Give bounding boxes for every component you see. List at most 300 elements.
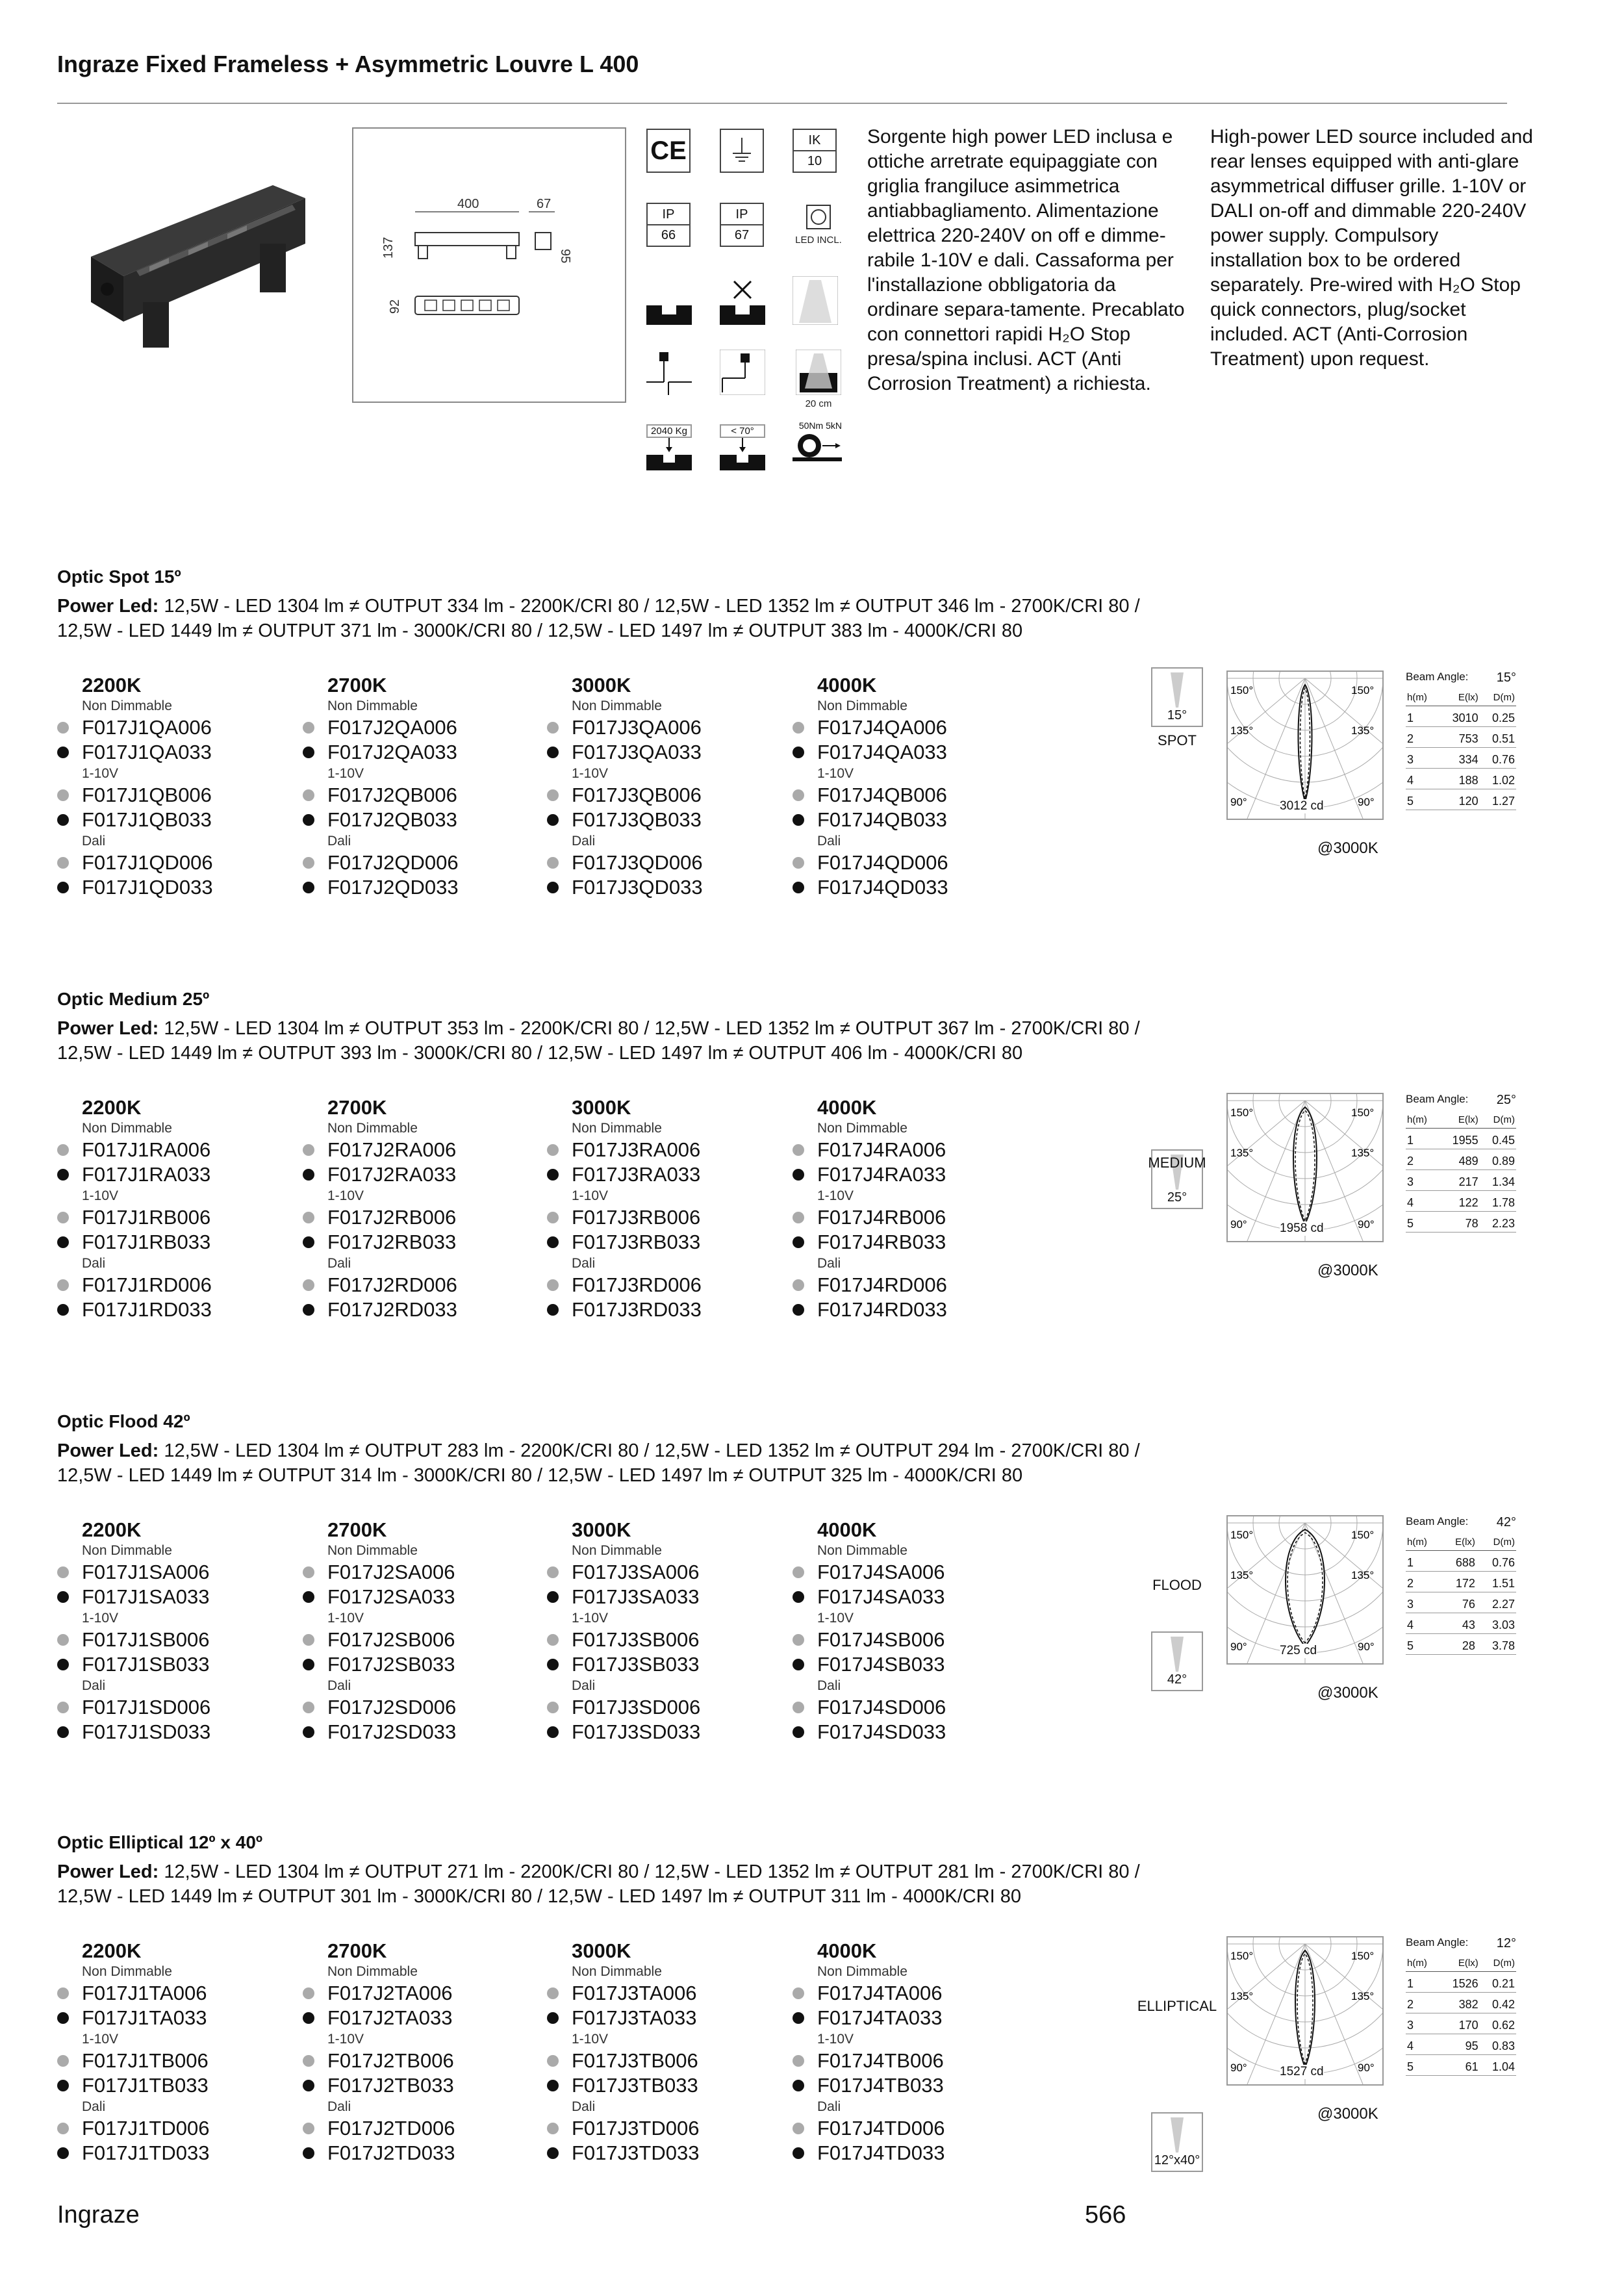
finish-black-icon bbox=[303, 2080, 314, 2091]
product-code: F017J2RD006 bbox=[303, 1273, 537, 1297]
svg-text:135°: 135° bbox=[1230, 724, 1254, 737]
finish-black-icon bbox=[793, 1726, 804, 1738]
svg-text:90°: 90° bbox=[1230, 796, 1247, 808]
finish-grey-icon bbox=[793, 2055, 804, 2067]
optic-type-label: MEDIUM bbox=[1148, 1155, 1206, 1171]
table-row: 2 172 1.51 bbox=[1406, 1572, 1516, 1592]
finish-black-icon bbox=[547, 1726, 559, 1738]
section-title: Optic Medium 25º bbox=[57, 989, 210, 1009]
svg-text:150°: 150° bbox=[1230, 1106, 1254, 1119]
svg-text:135°: 135° bbox=[1351, 724, 1375, 737]
product-code: F017J1QD033 bbox=[57, 875, 291, 900]
code-column bbox=[547, 1518, 781, 1744]
table-row: 4 43 3.03 bbox=[1406, 1613, 1516, 1634]
optic-type-label: FLOOD bbox=[1152, 1577, 1202, 1593]
svg-text:90°: 90° bbox=[1230, 1218, 1247, 1231]
product-code: F017J2TA006 bbox=[303, 1981, 537, 2006]
finish-grey-icon bbox=[547, 1212, 559, 1223]
driver-label: Non Dimmable bbox=[82, 1121, 172, 1136]
finish-black-icon bbox=[793, 1304, 804, 1316]
finish-black-icon bbox=[793, 2012, 804, 2024]
finish-black-icon bbox=[793, 814, 804, 826]
color-temp-note: @3000K bbox=[1317, 1262, 1378, 1279]
driver-label: Non Dimmable bbox=[82, 1964, 172, 1979]
polar-diagram bbox=[1226, 1515, 1384, 1665]
product-code: F017J4TD033 bbox=[793, 2141, 1026, 2165]
driver-label: Dali bbox=[817, 2099, 841, 2114]
finish-black-icon bbox=[303, 1591, 314, 1603]
color-temp-heading: 3000K bbox=[572, 1939, 631, 1962]
finish-black-icon bbox=[547, 1304, 559, 1316]
product-code: F017J2RB033 bbox=[303, 1230, 537, 1255]
finish-grey-icon bbox=[57, 1144, 69, 1156]
svg-text:150°: 150° bbox=[1351, 1950, 1375, 1962]
color-temp-note: @3000K bbox=[1317, 839, 1378, 857]
product-code: F017J4SD006 bbox=[793, 1695, 1026, 1720]
finish-black-icon bbox=[303, 1169, 314, 1181]
finish-grey-icon bbox=[793, 1212, 804, 1223]
candela-value: 1527 cd bbox=[1280, 2065, 1324, 2078]
color-temp-heading: 2700K bbox=[327, 1939, 387, 1962]
finish-black-icon bbox=[57, 1591, 69, 1603]
finish-black-icon bbox=[57, 2012, 69, 2024]
finish-grey-icon bbox=[303, 1634, 314, 1646]
color-temp-heading: 2200K bbox=[82, 1939, 142, 1962]
power-line-1: 12,5W - LED 1304 lm ≠ OUTPUT 283 lm - 2200K/CRI 80 / 12,5W - LED 1352 lm ≠ OUTPUT 294 lm - 2700K/CRI 80 / bbox=[164, 1440, 1140, 1461]
product-code: F017J3RB033 bbox=[547, 1230, 781, 1255]
finish-black-icon bbox=[547, 814, 559, 826]
finish-black-icon bbox=[57, 2147, 69, 2159]
power-spec bbox=[57, 1438, 1330, 1488]
color-temp-heading: 4000K bbox=[817, 674, 877, 696]
code-column bbox=[57, 1096, 291, 1322]
technical-drawing bbox=[352, 127, 626, 403]
section-title: Optic Flood 42º bbox=[57, 1411, 190, 1431]
product-code: F017J3QA033 bbox=[547, 740, 781, 765]
finish-grey-icon bbox=[793, 1987, 804, 1999]
optic-beam-icon: 12°x40° bbox=[1151, 2112, 1203, 2172]
product-code: F017J2QA006 bbox=[303, 715, 537, 740]
power-line-1: 12,5W - LED 1304 lm ≠ OUTPUT 353 lm - 2200K/CRI 80 / 12,5W - LED 1352 lm ≠ OUTPUT 367 lm - 2700K/CRI 80 / bbox=[164, 1018, 1140, 1039]
optic-beam-icon: 15° bbox=[1151, 667, 1203, 727]
finish-grey-icon bbox=[303, 789, 314, 801]
color-temp-heading: 2700K bbox=[327, 1096, 387, 1119]
product-code: F017J1RB006 bbox=[57, 1205, 291, 1230]
product-code: F017J1QB033 bbox=[57, 808, 291, 832]
table-row: 1 3010 0.25 bbox=[1406, 706, 1516, 727]
code-column bbox=[793, 1096, 1026, 1322]
product-code: F017J4QB033 bbox=[793, 808, 1026, 832]
finish-grey-icon bbox=[57, 1279, 69, 1291]
color-temp-heading: 4000K bbox=[817, 1096, 877, 1119]
color-temp-heading: 2200K bbox=[82, 674, 142, 696]
product-code: F017J2TD033 bbox=[303, 2141, 537, 2165]
ce-mark-icon: CE bbox=[646, 129, 691, 173]
description-english: High-power LED source included and rear lenses equipped with anti-glare asymmetrical diffuser grille. 1-10V or DALI on-off and dimmable 220-240V power supply. Compulsory installation box to be ordered separately. Pre-wired with H₂O Stop quick connectors, plug/socket included. ACT (Anti-Corrosion Treatment) upon request. bbox=[1210, 126, 1533, 370]
table-row: 3 76 2.27 bbox=[1406, 1592, 1516, 1613]
driver-label: 1-10V bbox=[82, 766, 119, 781]
product-code: F017J3QA006 bbox=[547, 715, 781, 740]
beam-data-table: Beam Angle: 15° h(m) E(lx) D(m) 1 3010 0.25 2 753 0.51 3 334 0.76 4 188 1.02 5 120 1.27 bbox=[1406, 671, 1516, 810]
product-code: F017J2QD033 bbox=[303, 875, 537, 900]
finish-black-icon bbox=[547, 882, 559, 893]
page-number: 566 bbox=[1085, 2201, 1126, 2229]
product-code: F017J3SD006 bbox=[547, 1695, 781, 1720]
product-code: F017J3RD006 bbox=[547, 1273, 781, 1297]
driver-label: 1-10V bbox=[817, 2032, 854, 2047]
product-code: F017J2SA006 bbox=[303, 1560, 537, 1585]
finish-grey-icon bbox=[303, 857, 314, 869]
finish-black-icon bbox=[57, 2080, 69, 2091]
product-code: F017J3RD033 bbox=[547, 1297, 781, 1322]
color-temp-heading: 3000K bbox=[572, 1096, 631, 1119]
finish-black-icon bbox=[303, 1304, 314, 1316]
driver-label: Dali bbox=[327, 1256, 351, 1271]
table-row: 1 1955 0.45 bbox=[1406, 1129, 1516, 1149]
power-spec bbox=[57, 1859, 1330, 1909]
driver-label: Dali bbox=[327, 2099, 351, 2114]
code-column bbox=[547, 1939, 781, 2165]
svg-text:150°: 150° bbox=[1351, 684, 1375, 696]
power-line-2: 12,5W - LED 1449 lm ≠ OUTPUT 301 lm - 3000K/CRI 80 / 12,5W - LED 1497 lm ≠ OUTPUT 311 lm - 4000K/CRI 80 bbox=[57, 1886, 1021, 1907]
product-image bbox=[78, 159, 318, 367]
finish-grey-icon bbox=[303, 1566, 314, 1578]
finish-grey-icon bbox=[793, 1566, 804, 1578]
svg-text:90°: 90° bbox=[1230, 1641, 1247, 1653]
driver-label: Dali bbox=[82, 2099, 106, 2114]
product-code: F017J4SA033 bbox=[793, 1585, 1026, 1609]
product-code: F017J2QB006 bbox=[303, 783, 537, 808]
driver-label: 1-10V bbox=[327, 1611, 364, 1626]
power-line-2: 12,5W - LED 1449 lm ≠ OUTPUT 371 lm - 3000K/CRI 80 / 12,5W - LED 1497 lm ≠ OUTPUT 383 lm - 4000K/CRI 80 bbox=[57, 620, 1023, 641]
code-column bbox=[793, 1518, 1026, 1744]
polar-diagram bbox=[1226, 671, 1384, 820]
description-italian: Sorgente high power LED inclusa e ottiche arretrate equipaggiate con griglia frangiluce asimmetrica antiabbagliamento. Alimentazione elettrica 220-240V on off e dimme-rabile 1-10V e dali. Cassaforma per l'installazione obbligatoria da ordinare separa-tamente. Precablato con connettori rapidi H₂O Stop presa/spina inclusi. ACT (Anti Corrosion Treatment) a richiesta. bbox=[867, 126, 1185, 394]
product-code: F017J1SB006 bbox=[57, 1628, 291, 1652]
product-code: F017J1TA033 bbox=[57, 2006, 291, 2030]
driver-label: Dali bbox=[82, 834, 106, 849]
finish-black-icon bbox=[547, 2147, 559, 2159]
product-code: F017J2RD033 bbox=[303, 1297, 537, 1322]
color-temp-heading: 2200K bbox=[82, 1518, 142, 1541]
polar-diagram bbox=[1226, 1936, 1384, 2086]
finish-grey-icon bbox=[303, 2055, 314, 2067]
product-code: F017J1TB033 bbox=[57, 2073, 291, 2098]
code-column bbox=[793, 674, 1026, 900]
ip66-rating-icon: IP 66 bbox=[646, 203, 691, 247]
table-row: 2 382 0.42 bbox=[1406, 1993, 1516, 2013]
product-code: F017J4TB006 bbox=[793, 2049, 1026, 2073]
finish-grey-icon bbox=[57, 1634, 69, 1646]
product-code: F017J4RA033 bbox=[793, 1162, 1026, 1187]
finish-grey-icon bbox=[547, 722, 559, 734]
finish-black-icon bbox=[57, 1169, 69, 1181]
product-code: F017J2RB006 bbox=[303, 1205, 537, 1230]
finish-grey-icon bbox=[303, 1144, 314, 1156]
product-code: F017J1RB033 bbox=[57, 1230, 291, 1255]
product-code: F017J2QB033 bbox=[303, 808, 537, 832]
finish-grey-icon bbox=[57, 722, 69, 734]
finish-black-icon bbox=[793, 2080, 804, 2091]
svg-text:150°: 150° bbox=[1230, 684, 1254, 696]
product-code: F017J4TA006 bbox=[793, 1981, 1026, 2006]
product-code: F017J1RD033 bbox=[57, 1297, 291, 1322]
product-code: F017J3QD006 bbox=[547, 850, 781, 875]
finish-black-icon bbox=[303, 1726, 314, 1738]
product-code: F017J3SA006 bbox=[547, 1560, 781, 1585]
surface-mount-icon bbox=[646, 276, 692, 328]
candela-value: 3012 cd bbox=[1280, 799, 1324, 813]
table-row: 2 753 0.51 bbox=[1406, 727, 1516, 748]
power-label: Power Led: bbox=[57, 596, 159, 617]
finish-grey-icon bbox=[793, 1634, 804, 1646]
color-temp-heading: 2700K bbox=[327, 674, 387, 696]
finish-grey-icon bbox=[793, 722, 804, 734]
table-row: 5 120 1.27 bbox=[1406, 789, 1516, 810]
finish-grey-icon bbox=[793, 1144, 804, 1156]
product-code: F017J1RD006 bbox=[57, 1273, 291, 1297]
finish-black-icon bbox=[547, 1659, 559, 1670]
table-row: 4 95 0.83 bbox=[1406, 2034, 1516, 2055]
product-code: F017J2QA033 bbox=[303, 740, 537, 765]
code-column bbox=[303, 1939, 537, 2165]
finish-black-icon bbox=[57, 1659, 69, 1670]
driver-label: Dali bbox=[817, 1678, 841, 1693]
product-code: F017J2SB033 bbox=[303, 1652, 537, 1677]
finish-black-icon bbox=[793, 882, 804, 893]
driver-label: 1-10V bbox=[327, 1188, 364, 1203]
driver-label: 1-10V bbox=[82, 2032, 119, 2047]
driver-label: 1-10V bbox=[82, 1188, 119, 1203]
svg-text:90°: 90° bbox=[1230, 2062, 1247, 2074]
product-code: F017J2RA033 bbox=[303, 1162, 537, 1187]
driver-label: 1-10V bbox=[572, 766, 609, 781]
finish-grey-icon bbox=[547, 1702, 559, 1713]
optic-beam-icon: 25° bbox=[1151, 1149, 1203, 1209]
product-code: F017J1QD006 bbox=[57, 850, 291, 875]
title-divider bbox=[57, 103, 1507, 104]
driver-label: 1-10V bbox=[327, 766, 364, 781]
code-column bbox=[57, 1518, 291, 1744]
product-code: F017J3RA006 bbox=[547, 1138, 781, 1162]
finish-grey-icon bbox=[57, 2055, 69, 2067]
finish-black-icon bbox=[547, 1591, 559, 1603]
driver-label: Non Dimmable bbox=[572, 1121, 662, 1136]
driver-label: Dali bbox=[817, 834, 841, 849]
product-code: F017J4TB033 bbox=[793, 2073, 1026, 2098]
finish-grey-icon bbox=[793, 2123, 804, 2134]
table-row: 3 217 1.34 bbox=[1406, 1170, 1516, 1191]
color-temp-heading: 2200K bbox=[82, 1096, 142, 1119]
table-row: 4 188 1.02 bbox=[1406, 769, 1516, 789]
driver-label: Dali bbox=[82, 1678, 106, 1693]
table-row: 3 334 0.76 bbox=[1406, 748, 1516, 769]
finish-grey-icon bbox=[547, 1987, 559, 1999]
finish-grey-icon bbox=[547, 2123, 559, 2134]
driver-label: Non Dimmable bbox=[817, 1121, 907, 1136]
product-code: F017J2RA006 bbox=[303, 1138, 537, 1162]
driver-label: Non Dimmable bbox=[327, 698, 418, 713]
code-column bbox=[547, 1096, 781, 1322]
dim-height-2: 95 bbox=[558, 249, 572, 264]
finish-grey-icon bbox=[57, 1987, 69, 1999]
finish-black-icon bbox=[793, 1169, 804, 1181]
code-column bbox=[303, 1096, 537, 1322]
driver-label: 1-10V bbox=[817, 766, 854, 781]
finish-black-icon bbox=[303, 814, 314, 826]
power-spec bbox=[57, 1016, 1330, 1066]
svg-text:90°: 90° bbox=[1358, 1641, 1375, 1653]
finish-grey-icon bbox=[57, 2123, 69, 2134]
finish-grey-icon bbox=[547, 1279, 559, 1291]
product-code: F017J1SA033 bbox=[57, 1585, 291, 1609]
driver-label: Dali bbox=[572, 1678, 596, 1693]
product-code: F017J4SA006 bbox=[793, 1560, 1026, 1585]
driver-label: Non Dimmable bbox=[572, 1964, 662, 1979]
svg-text:135°: 135° bbox=[1230, 1569, 1254, 1581]
table-row: 1 688 0.76 bbox=[1406, 1551, 1516, 1572]
product-code: F017J1QB006 bbox=[57, 783, 291, 808]
svg-text:90°: 90° bbox=[1358, 1218, 1375, 1231]
finish-black-icon bbox=[793, 1591, 804, 1603]
finish-black-icon bbox=[57, 1726, 69, 1738]
finish-grey-icon bbox=[547, 1566, 559, 1578]
product-code: F017J3QB033 bbox=[547, 808, 781, 832]
finish-grey-icon bbox=[57, 789, 69, 801]
table-row: 5 78 2.23 bbox=[1406, 1212, 1516, 1233]
product-code: F017J4TA033 bbox=[793, 2006, 1026, 2030]
finish-grey-icon bbox=[793, 789, 804, 801]
svg-text:90°: 90° bbox=[1358, 796, 1375, 808]
product-code: F017J1QA006 bbox=[57, 715, 291, 740]
driver-label: Dali bbox=[572, 1256, 596, 1271]
driver-label: Dali bbox=[82, 1256, 106, 1271]
product-code: F017J2TD006 bbox=[303, 2116, 537, 2141]
code-column bbox=[303, 674, 537, 900]
walkover-icon bbox=[646, 350, 692, 398]
driver-label: Dali bbox=[572, 834, 596, 849]
finish-black-icon bbox=[547, 2012, 559, 2024]
driver-label: Dali bbox=[817, 1256, 841, 1271]
dim-length: 400 bbox=[457, 197, 479, 211]
product-code: F017J4QB006 bbox=[793, 783, 1026, 808]
product-code: F017J4RB006 bbox=[793, 1205, 1026, 1230]
finish-grey-icon bbox=[303, 1987, 314, 1999]
finish-black-icon bbox=[57, 882, 69, 893]
product-code: F017J4SB006 bbox=[793, 1628, 1026, 1652]
dim-height-3: 92 bbox=[388, 299, 402, 314]
finish-black-icon bbox=[793, 747, 804, 758]
product-code: F017J3SD033 bbox=[547, 1720, 781, 1744]
driver-label: Non Dimmable bbox=[327, 1964, 418, 1979]
page-title: Ingraze Fixed Frameless + Asymmetric Louvre L 400 bbox=[57, 51, 639, 77]
product-code: F017J3QB006 bbox=[547, 783, 781, 808]
product-code: F017J3TB033 bbox=[547, 2073, 781, 2098]
finish-grey-icon bbox=[303, 1212, 314, 1223]
product-code: F017J2TB006 bbox=[303, 2049, 537, 2073]
finish-black-icon bbox=[57, 747, 69, 758]
product-code: F017J4QA006 bbox=[793, 715, 1026, 740]
product-code: F017J4SB033 bbox=[793, 1652, 1026, 1677]
finish-grey-icon bbox=[57, 1212, 69, 1223]
finish-grey-icon bbox=[303, 1279, 314, 1291]
svg-text:150°: 150° bbox=[1230, 1529, 1254, 1541]
finish-grey-icon bbox=[547, 1634, 559, 1646]
color-temp-heading: 4000K bbox=[817, 1518, 877, 1541]
product-code: F017J4SD033 bbox=[793, 1720, 1026, 1744]
light-beam-icon bbox=[793, 276, 838, 328]
svg-text:90°: 90° bbox=[1358, 2062, 1375, 2074]
driver-label: Dali bbox=[327, 834, 351, 849]
code-column bbox=[57, 1939, 291, 2165]
power-label: Power Led: bbox=[57, 1440, 159, 1461]
product-code: F017J3SB033 bbox=[547, 1652, 781, 1677]
color-temp-heading: 3000K bbox=[572, 674, 631, 696]
finish-grey-icon bbox=[793, 1279, 804, 1291]
optic-beam-icon: 42° bbox=[1151, 1631, 1203, 1691]
optic-type-label: ELLIPTICAL bbox=[1137, 1998, 1217, 2014]
power-spec bbox=[57, 594, 1330, 643]
finish-grey-icon bbox=[793, 1702, 804, 1713]
ik-rating-icon: IK 10 bbox=[793, 129, 837, 173]
driver-label: 1-10V bbox=[572, 1611, 609, 1626]
finish-grey-icon bbox=[547, 857, 559, 869]
product-code: F017J2SA033 bbox=[303, 1585, 537, 1609]
finish-black-icon bbox=[793, 1236, 804, 1248]
product-code: F017J4RB033 bbox=[793, 1230, 1026, 1255]
power-line-1: 12,5W - LED 1304 lm ≠ OUTPUT 334 lm - 2200K/CRI 80 / 12,5W - LED 1352 lm ≠ OUTPUT 346 lm - 2700K/CRI 80 / bbox=[164, 596, 1140, 617]
color-temp-note: @3000K bbox=[1317, 1684, 1378, 1702]
finish-grey-icon bbox=[303, 2123, 314, 2134]
ground-class-icon bbox=[720, 129, 764, 173]
finish-grey-icon bbox=[57, 1566, 69, 1578]
product-code: F017J3TD033 bbox=[547, 2141, 781, 2165]
finish-black-icon bbox=[57, 814, 69, 826]
finish-black-icon bbox=[303, 1659, 314, 1670]
surface-temp-icon: < 70° bbox=[720, 424, 765, 474]
product-code: F017J3QD033 bbox=[547, 875, 781, 900]
product-code: F017J2SD033 bbox=[303, 1720, 537, 1744]
product-code: F017J3TA033 bbox=[547, 2006, 781, 2030]
driver-label: 1-10V bbox=[82, 1611, 119, 1626]
code-column bbox=[57, 674, 291, 900]
product-code: F017J1TD033 bbox=[57, 2141, 291, 2165]
svg-text:135°: 135° bbox=[1230, 1990, 1254, 2002]
table-row: 5 28 3.78 bbox=[1406, 1634, 1516, 1655]
driver-label: Non Dimmable bbox=[817, 1964, 907, 1979]
svg-text:135°: 135° bbox=[1351, 1147, 1375, 1159]
dim-depth: 67 bbox=[537, 197, 552, 211]
finish-black-icon bbox=[57, 1304, 69, 1316]
no-insulation-cover-icon bbox=[720, 276, 765, 328]
code-column bbox=[303, 1518, 537, 1744]
dim-height-1: 137 bbox=[381, 236, 396, 259]
driver-label: Non Dimmable bbox=[327, 1121, 418, 1136]
power-label: Power Led: bbox=[57, 1018, 159, 1039]
driver-label: 1-10V bbox=[572, 2032, 609, 2047]
driver-label: 1-10V bbox=[817, 1188, 854, 1203]
ip67-rating-icon: IP 67 bbox=[720, 203, 764, 247]
optic-type-label: SPOT bbox=[1158, 732, 1197, 748]
color-temp-heading: 2700K bbox=[327, 1518, 387, 1541]
product-code: F017J4RA006 bbox=[793, 1138, 1026, 1162]
section-title: Optic Spot 15º bbox=[57, 567, 181, 587]
product-code: F017J3TA006 bbox=[547, 1981, 781, 2006]
color-temp-note: @3000K bbox=[1317, 2105, 1378, 2123]
product-code: F017J4QD033 bbox=[793, 875, 1026, 900]
product-code: F017J3TB006 bbox=[547, 2049, 781, 2073]
finish-black-icon bbox=[547, 2080, 559, 2091]
